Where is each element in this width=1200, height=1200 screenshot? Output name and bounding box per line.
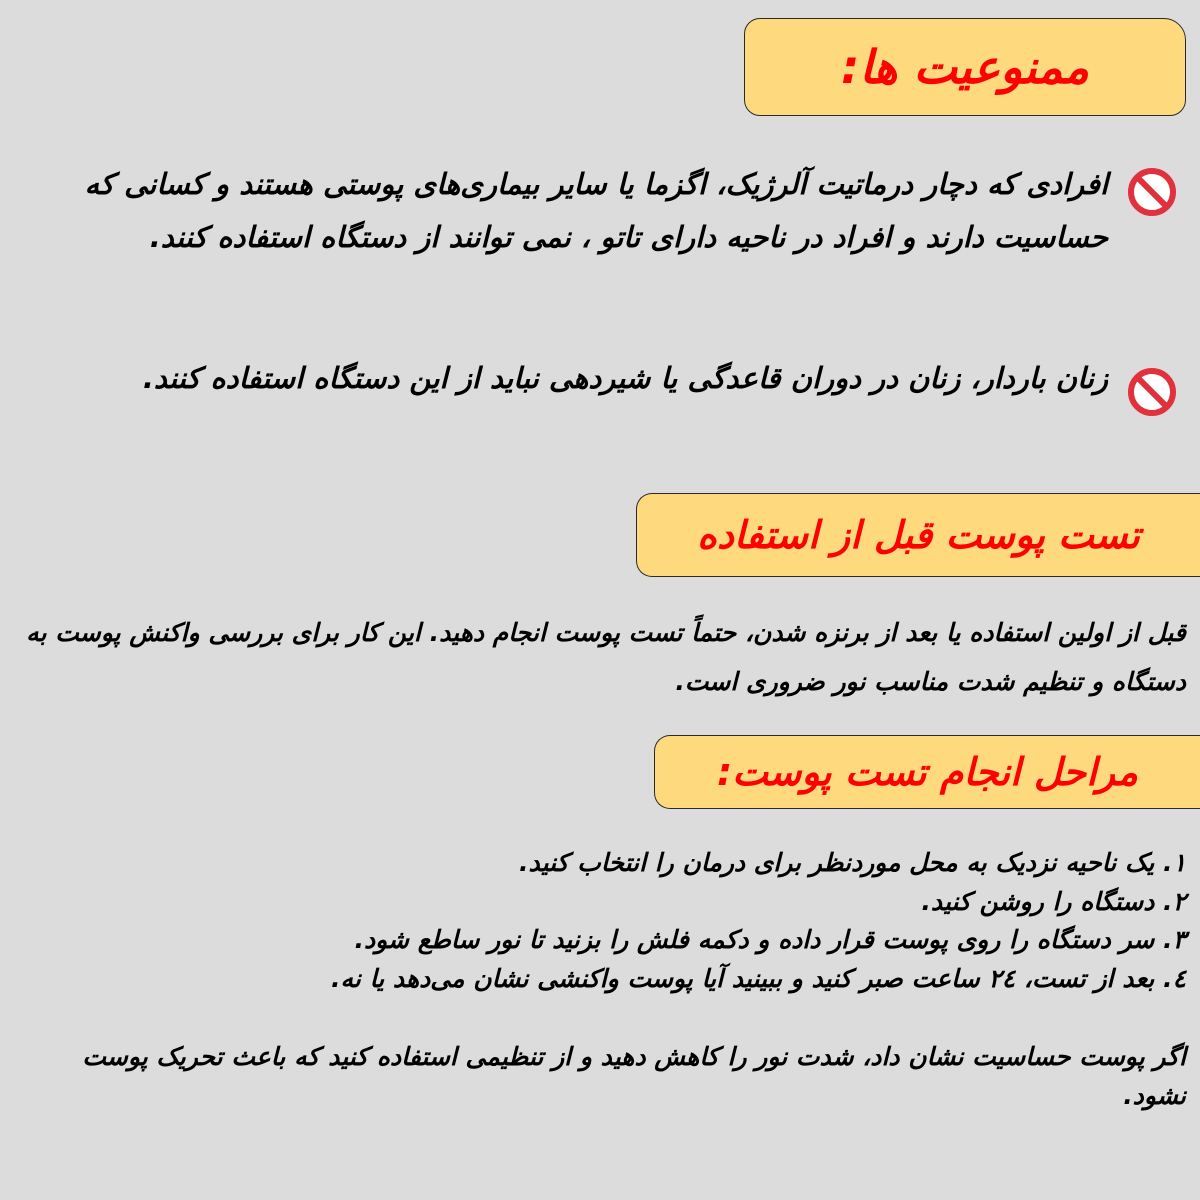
prohibited-icon [1128,168,1176,216]
contraindication-item-1: افرادی که دچار درماتیت آلرژیک، اگزما یا سایر بیماری‌های پوستی هستند و کسانی که حساسیت دارند و افراد در ناحیه دارای تاتو ، نمی توانند از دستگاه استفاده کنند. [84,167,1108,254]
contraindications-heading-box [744,18,1186,116]
skin-test-paragraph: قبل از اولین استفاده یا بعد از برنزه شدن، حتماً تست پوست انجام دهید. این کار برای بررسی واکنش پوست به دستگاه و تنظیم شدت مناسب نور ضروری است. [26,618,1186,696]
steps-heading-box [654,735,1200,809]
steps-list [20,844,1186,998]
step-item-1: ۱. یک ناحیه نزدیک به محل موردنظر برای درمان را انتخاب کنید. [518,848,1186,877]
prohibited-icon [1128,368,1176,416]
contraindications-title: ممنوعیت ها: [840,40,1090,94]
step-item-4: ٤. بعد از تست، ۲٤ ساعت صبر کنید و ببینید آیا پوست واکنشی نشان می‌دهد یا نه. [331,963,1186,993]
step-item-3: ۳. سر دستگاه را روی پوست قرار داده و دکمه فلش را بزنید تا نور ساطع شود. [354,925,1186,954]
contraindication-item-2: زنان باردار، زنان در دوران قاعدگی یا شیردهی نباید از این دستگاه استفاده کنند. [142,361,1108,395]
step-item-2: ۲. دستگاه را روشن کنید. [921,886,1186,916]
skin-test-heading-box [636,493,1200,577]
steps-note: اگر پوست حساسیت نشان داد، شدت نور را کاهش دهید و از تنظیمی استفاده کنید که باعث تحریک پوست نشود. [82,1042,1186,1110]
steps-title: مراحل انجام تست پوست: [717,750,1138,794]
skin-test-title: تست پوست قبل از استفاده [697,513,1140,557]
